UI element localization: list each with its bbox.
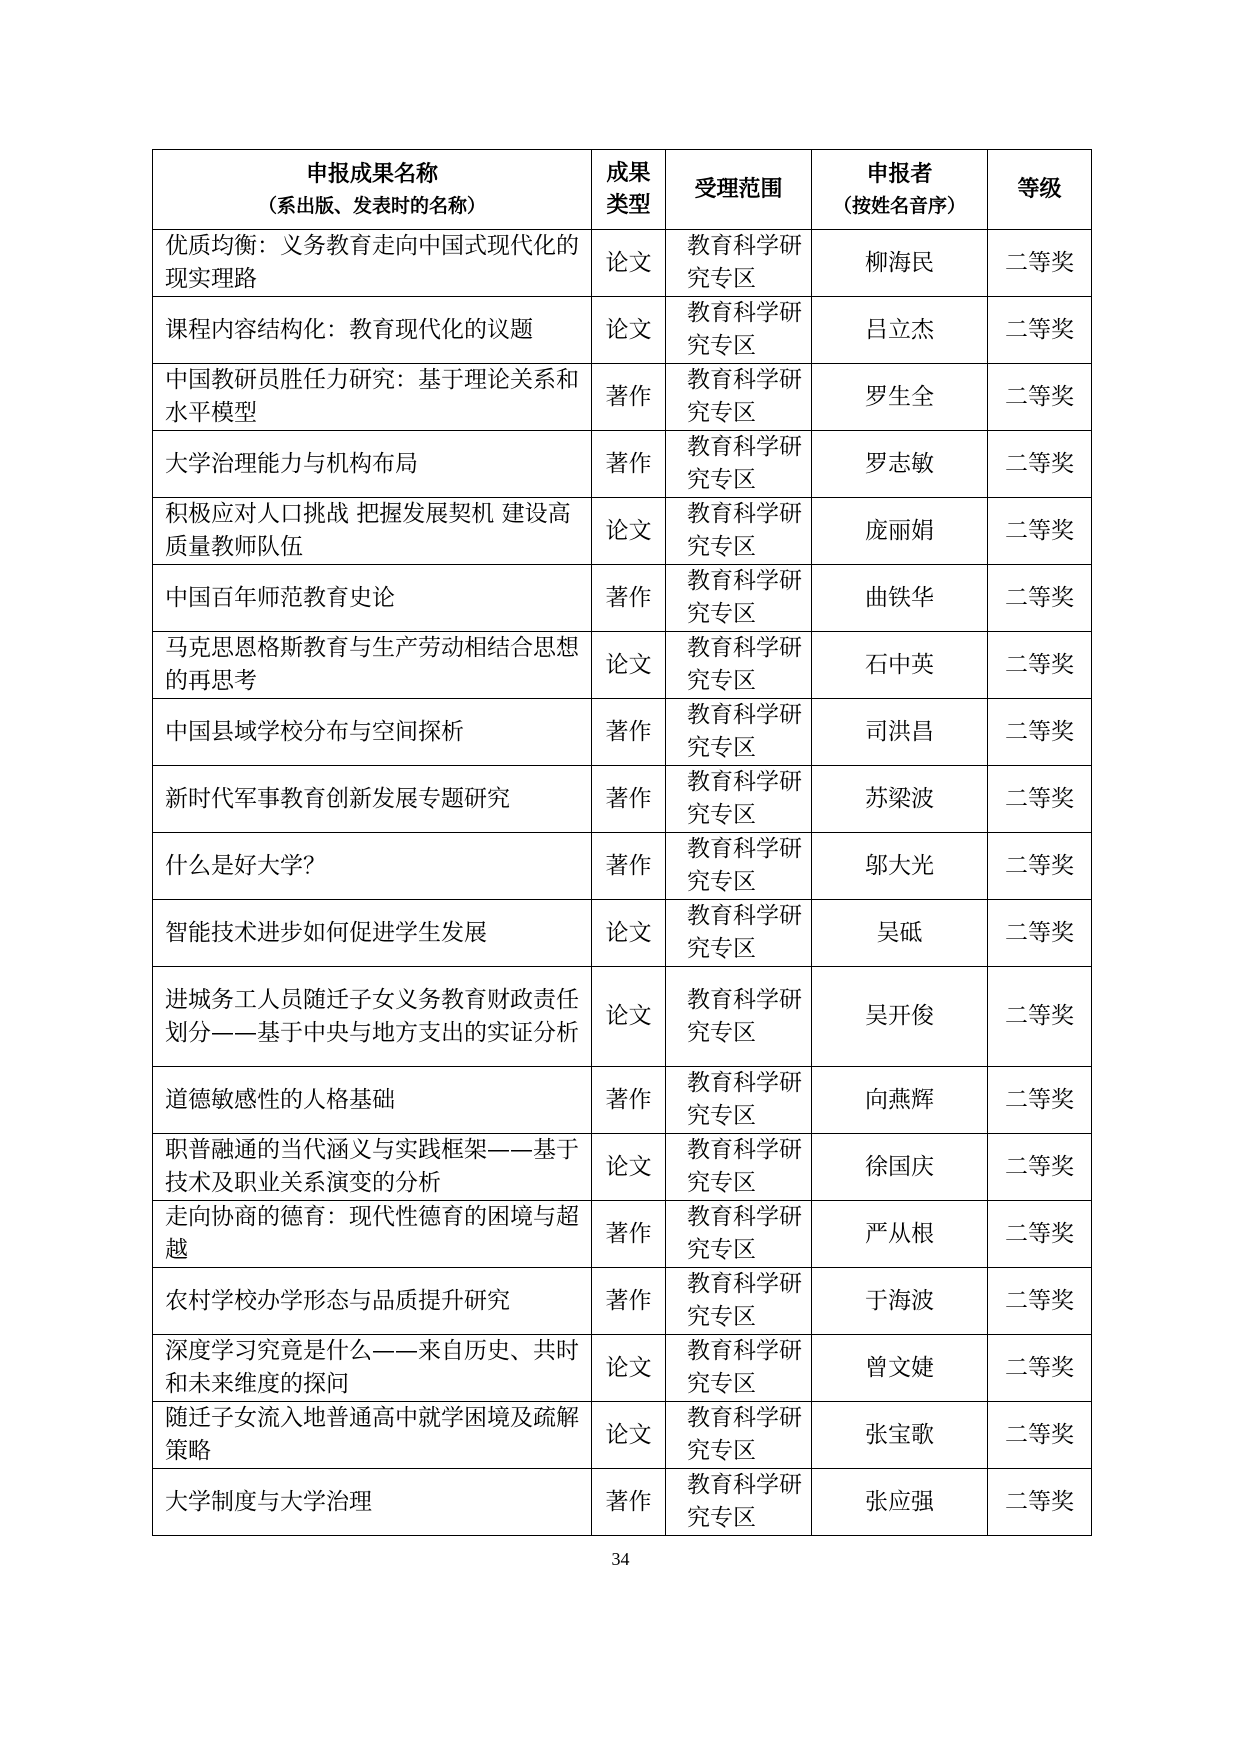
table-row — [153, 565, 1092, 632]
table-row — [153, 1067, 1092, 1134]
cell-title: 优质均衡：义务教育走向中国式现代化的现实理路 — [153, 230, 592, 297]
cell-scope: 教育科学研究专区 — [666, 900, 812, 967]
cell-type: 著作 — [592, 1469, 666, 1536]
cell-title: 职普融通的当代涵义与实践框架——基于技术及职业关系演变的分析 — [153, 1134, 592, 1201]
header-title-main: 申报成果名称 — [305, 161, 438, 187]
cell-applicant: 严从根 — [812, 1201, 988, 1268]
cell-scope: 教育科学研究专区 — [666, 833, 812, 900]
cell-type: 著作 — [592, 431, 666, 498]
cell-title: 中国教研员胜任力研究：基于理论关系和水平模型 — [153, 364, 592, 431]
cell-title: 农村学校办学形态与品质提升研究 — [153, 1268, 592, 1335]
cell-scope: 教育科学研究专区 — [666, 565, 812, 632]
cell-applicant: 石中英 — [812, 632, 988, 699]
cell-type: 论文 — [592, 632, 666, 699]
cell-title: 智能技术进步如何促进学生发展 — [153, 900, 592, 967]
table-row — [153, 1268, 1092, 1335]
award-table — [152, 149, 1092, 1536]
table-row — [153, 498, 1092, 565]
table-row — [153, 632, 1092, 699]
cell-type: 论文 — [592, 1402, 666, 1469]
cell-title: 课程内容结构化：教育现代化的议题 — [153, 297, 592, 364]
cell-type: 论文 — [592, 297, 666, 364]
table-row — [153, 766, 1092, 833]
table-row — [153, 431, 1092, 498]
cell-scope: 教育科学研究专区 — [666, 297, 812, 364]
cell-applicant: 吴砥 — [812, 900, 988, 967]
cell-applicant: 曲铁华 — [812, 565, 988, 632]
cell-grade: 二等奖 — [988, 699, 1092, 766]
table-row — [153, 900, 1092, 967]
cell-title: 大学制度与大学治理 — [153, 1469, 592, 1536]
cell-type: 著作 — [592, 1268, 666, 1335]
table-row — [153, 1469, 1092, 1536]
cell-applicant: 张宝歌 — [812, 1402, 988, 1469]
header-applicant — [812, 150, 988, 230]
table-row — [153, 364, 1092, 431]
header-title — [153, 150, 592, 230]
cell-title: 新时代军事教育创新发展专题研究 — [153, 766, 592, 833]
cell-applicant: 邬大光 — [812, 833, 988, 900]
cell-type: 论文 — [592, 900, 666, 967]
cell-applicant: 罗志敏 — [812, 431, 988, 498]
header-grade: 等级 — [988, 150, 1092, 230]
cell-title: 中国百年师范教育史论 — [153, 565, 592, 632]
cell-scope: 教育科学研究专区 — [666, 1469, 812, 1536]
cell-title: 深度学习究竟是什么——来自历史、共时和未来维度的探问 — [153, 1335, 592, 1402]
cell-applicant: 徐国庆 — [812, 1134, 988, 1201]
cell-scope: 教育科学研究专区 — [666, 1067, 812, 1134]
cell-type: 著作 — [592, 364, 666, 431]
cell-applicant: 罗生全 — [812, 364, 988, 431]
cell-grade: 二等奖 — [988, 1402, 1092, 1469]
table-body — [153, 230, 1092, 1536]
cell-applicant: 曾文婕 — [812, 1335, 988, 1402]
cell-scope: 教育科学研究专区 — [666, 230, 812, 297]
header-applicant-sub: （按姓名音序） — [832, 194, 966, 217]
cell-title: 进城务工人员随迁子女义务教育财政责任划分——基于中央与地方支出的实证分析 — [153, 967, 592, 1067]
cell-grade: 二等奖 — [988, 900, 1092, 967]
cell-grade: 二等奖 — [988, 967, 1092, 1067]
cell-scope: 教育科学研究专区 — [666, 766, 812, 833]
header-title-sub: （系出版、发表时的名称） — [257, 194, 486, 217]
cell-title: 走向协商的德育：现代性德育的困境与超越 — [153, 1201, 592, 1268]
cell-title: 马克思恩格斯教育与生产劳动相结合思想的再思考 — [153, 632, 592, 699]
cell-applicant: 于海波 — [812, 1268, 988, 1335]
cell-type: 论文 — [592, 1335, 666, 1402]
header-row — [153, 150, 1092, 230]
cell-type: 著作 — [592, 1201, 666, 1268]
cell-title: 积极应对人口挑战 把握发展契机 建设高质量教师队伍 — [153, 498, 592, 565]
cell-scope: 教育科学研究专区 — [666, 431, 812, 498]
cell-type: 著作 — [592, 699, 666, 766]
cell-scope: 教育科学研究专区 — [666, 1268, 812, 1335]
table-row — [153, 967, 1092, 1067]
cell-type: 论文 — [592, 1134, 666, 1201]
cell-grade: 二等奖 — [988, 297, 1092, 364]
cell-scope: 教育科学研究专区 — [666, 364, 812, 431]
cell-grade: 二等奖 — [988, 833, 1092, 900]
cell-grade: 二等奖 — [988, 1335, 1092, 1402]
cell-grade: 二等奖 — [988, 364, 1092, 431]
cell-title: 大学治理能力与机构布局 — [153, 431, 592, 498]
cell-type: 著作 — [592, 766, 666, 833]
table-row — [153, 230, 1092, 297]
cell-grade: 二等奖 — [988, 766, 1092, 833]
cell-grade: 二等奖 — [988, 632, 1092, 699]
cell-scope: 教育科学研究专区 — [666, 1134, 812, 1201]
cell-scope: 教育科学研究专区 — [666, 967, 812, 1067]
table-row — [153, 699, 1092, 766]
cell-grade: 二等奖 — [988, 565, 1092, 632]
cell-scope: 教育科学研究专区 — [666, 699, 812, 766]
cell-grade: 二等奖 — [988, 1469, 1092, 1536]
cell-title: 随迁子女流入地普通高中就学困境及疏解策略 — [153, 1402, 592, 1469]
cell-title: 什么是好大学？ — [153, 833, 592, 900]
header-applicant-main: 申报者 — [866, 161, 933, 187]
cell-scope: 教育科学研究专区 — [666, 498, 812, 565]
header-type-main: 成果 — [606, 160, 651, 186]
cell-applicant: 苏梁波 — [812, 766, 988, 833]
cell-grade: 二等奖 — [988, 1134, 1092, 1201]
cell-grade: 二等奖 — [988, 1201, 1092, 1268]
table-row — [153, 1335, 1092, 1402]
header-type-sub: 类型 — [606, 192, 651, 218]
cell-grade: 二等奖 — [988, 230, 1092, 297]
cell-scope: 教育科学研究专区 — [666, 1201, 812, 1268]
page-number: 34 — [611, 1549, 630, 1569]
cell-applicant: 柳海民 — [812, 230, 988, 297]
cell-type: 著作 — [592, 833, 666, 900]
cell-applicant: 吴开俊 — [812, 967, 988, 1067]
header-type — [592, 150, 666, 230]
cell-type: 论文 — [592, 498, 666, 565]
cell-type: 著作 — [592, 1067, 666, 1134]
cell-title: 中国县域学校分布与空间探析 — [153, 699, 592, 766]
table-row — [153, 833, 1092, 900]
cell-applicant: 张应强 — [812, 1469, 988, 1536]
cell-grade: 二等奖 — [988, 498, 1092, 565]
cell-applicant: 司洪昌 — [812, 699, 988, 766]
cell-type: 论文 — [592, 967, 666, 1067]
cell-grade: 二等奖 — [988, 1067, 1092, 1134]
header-scope: 受理范围 — [666, 150, 812, 230]
cell-title: 道德敏感性的人格基础 — [153, 1067, 592, 1134]
table-row — [153, 1402, 1092, 1469]
cell-type: 论文 — [592, 230, 666, 297]
cell-applicant: 吕立杰 — [812, 297, 988, 364]
table-row — [153, 1201, 1092, 1268]
cell-applicant: 向燕辉 — [812, 1067, 988, 1134]
cell-applicant: 庞丽娟 — [812, 498, 988, 565]
cell-grade: 二等奖 — [988, 1268, 1092, 1335]
cell-scope: 教育科学研究专区 — [666, 632, 812, 699]
cell-scope: 教育科学研究专区 — [666, 1335, 812, 1402]
table-row — [153, 1134, 1092, 1201]
table-row — [153, 297, 1092, 364]
cell-grade: 二等奖 — [988, 431, 1092, 498]
cell-type: 著作 — [592, 565, 666, 632]
cell-scope: 教育科学研究专区 — [666, 1402, 812, 1469]
